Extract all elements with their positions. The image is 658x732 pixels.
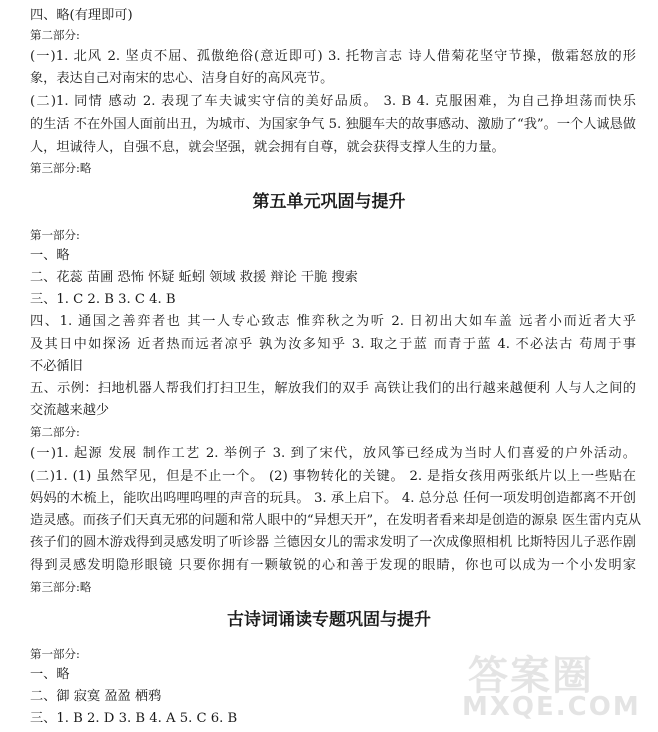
text-line: 二、御 寂寞 盈盈 栖鸦: [30, 689, 162, 704]
section-title: 古诗词诵读专题巩固与提升: [227, 610, 431, 630]
text-line: (二)1. 同情 感动 2. 表现了车夫诚实守信的美好品质。 3. B 4. 克服困难，为自己挣坦荡而快乐: [30, 94, 636, 109]
text-line: (二)1. (1) 虽然罕见，但是不止一个。 (2) 事物转化的关键。 2. 是指女孩用两张纸片以上一些贴在: [30, 469, 636, 484]
part-heading: 第一部分:: [30, 228, 80, 242]
watermark-url: MXQE.COM: [462, 692, 641, 722]
part-heading: 第一部分:: [30, 647, 80, 661]
text-line: 孩子们的圆木游戏得到灵感发明了听诊器 兰德因女儿的需求发明了一次成像照相机 比斯特因儿子恶作剧: [30, 535, 636, 550]
text-line: 象，表达自己对南宋的忠心、洁身自好的高风亮节。: [30, 71, 334, 86]
part-heading: 第三部分:略: [30, 580, 92, 594]
watermark-logo: 答案圈: [468, 653, 594, 699]
text-line: 三、1. B 2. D 3. B 4. A 5. C 6. B: [30, 711, 238, 726]
text-line: (一)1. 北风 2. 坚贞不屈、孤傲绝俗(意近即可) 3. 托物言志 诗人借菊花坚守节操，傲霜怒放的形: [30, 49, 636, 64]
text-line: 人，坦诚待人，自强不息，就会坚强，就会拥有自尊，就会获得支撑人生的力量。: [30, 140, 505, 155]
text-line: 的生活 不在外国人面前出丑，为城市、为国家争气 5. 独腿车夫的故事感动、激励了“我”。一个人诚恳做: [30, 117, 636, 132]
text-line: 二、花蕊 苗圃 恐怖 怀疑 蚯蚓 领域 救援 辩论 干脆 搜索: [30, 270, 358, 285]
section-title: 第五单元巩固与提升: [252, 192, 406, 212]
text-line: 一、略: [30, 667, 70, 682]
text-line: 得到灵感发明隐形眼镜 只要你拥有一颗敏锐的心和善于发现的眼睛，你也可以成为一个小发明家: [30, 558, 636, 573]
text-line: 妈妈的木梳上，能吹出呜哩呜哩的声音的玩具。 3. 承上启下。 4. 总分总 任何一项发明创造都离不开创: [30, 491, 636, 506]
text-line: 一、略: [30, 248, 70, 263]
text-line: 及其日中如探汤 近者热而远者凉乎 孰为汝多知乎 3. 取之于蓝 而青于蓝 4. 不必法古 苟周于事: [30, 337, 636, 352]
text-line: (一)1. 起源 发展 制作工艺 2. 举例子 3. 到了宋代，放风筝已经成为当时人们喜爱的户外活动。: [30, 446, 636, 461]
text-line: 三、1. C 2. B 3. C 4. B: [30, 292, 176, 307]
text-line: 四、1. 通国之善弈者也 其一人专心致志 惟弈秋之为听 2. 日初出大如车盖 远者小而近者大乎: [30, 314, 636, 329]
text-line: 五、示例：扫地机器人帮我们打扫卫生，解放我们的双手 高铁让我们的出行越来越便利 人与人之间的: [30, 381, 636, 396]
text-line: 交流越来越少: [30, 403, 110, 418]
text-line: 造灵感。而孩子们天真无邪的问题和常人眼中的“异想天开”，在发明者看来却是创造的源泉 医生雷内克从: [30, 513, 642, 528]
text-line: 不必循旧: [30, 359, 83, 374]
watermark: [462, 640, 652, 728]
part-heading: 第二部分:: [30, 28, 80, 42]
text-line: 四、略(有理即可): [30, 8, 133, 23]
part-heading: 第三部分:略: [30, 161, 92, 175]
part-heading: 第二部分:: [30, 425, 80, 439]
